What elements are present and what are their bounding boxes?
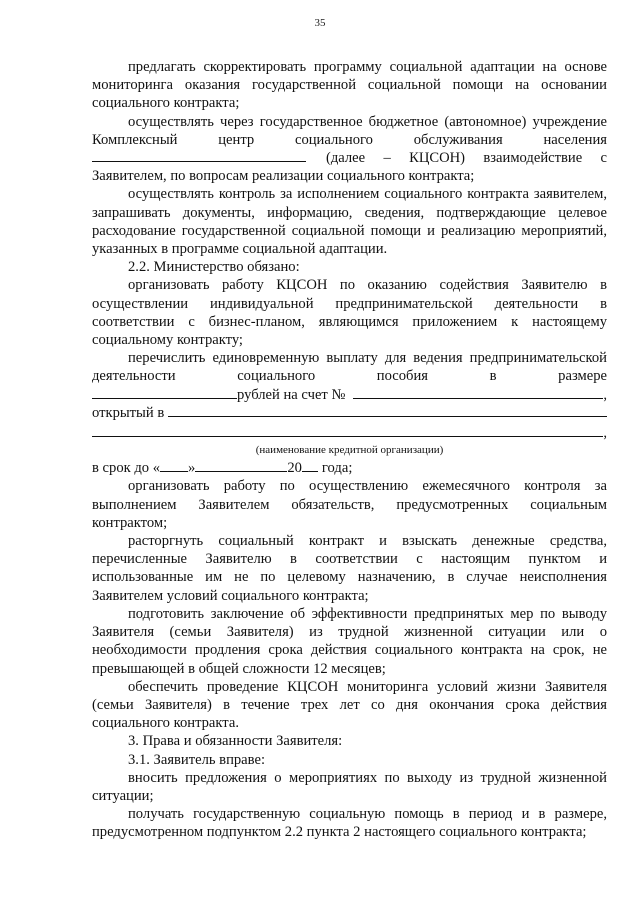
blank-field-year bbox=[302, 459, 318, 472]
bank-line-2: , bbox=[92, 424, 607, 442]
blank-field-amount bbox=[92, 386, 237, 399]
paragraph-monitoring: обеспечить проведение КЦСОН мониторинга условий жизни Заявителя (семьи Заявителя) в течение трех лет со дня окончания срока действия социального контракта. bbox=[92, 678, 607, 732]
blank-field-account bbox=[353, 386, 603, 399]
section-2-2-heading: 2.2. Министерство обязано: bbox=[128, 259, 300, 276]
deadline-prefix: в срок до « bbox=[92, 460, 161, 477]
paragraph-terminate: расторгнуть социальный контракт и взыскать денежные средства, перечисленные Заявителю в соответствии с настоящим пунктом и использованные им не по целевому назначению, в случае неисполнения Заявителем условий социального контракта; bbox=[92, 533, 607, 604]
blank-field-day bbox=[160, 459, 188, 472]
paragraph-control: осуществлять контроль за исполнением социального контракта заявителем, запрашивать документы, информацию, сведения, подтверждающие целевое расходование государственной социальной помощи и реализацию мероприятий, указанных в программе социальной адаптации. bbox=[92, 186, 607, 258]
payment-rubles-text: рублей на счет № bbox=[237, 386, 346, 403]
paragraph-payment: перечислить единовременную выплату для ведения предпринимательской деятельности социального пособия в размере bbox=[92, 350, 607, 385]
blank-field-organization bbox=[92, 149, 306, 162]
deadline-year: 20 bbox=[287, 460, 302, 477]
paragraph-organize-kcson: организовать работу КЦСОН по оказанию содействия Заявителю в осуществлении индивидуальной предпринимательской деятельности в соответствии с бизнес-планом, являющимся приложением к настоящему социальному контракту; bbox=[92, 277, 607, 349]
bank-name-caption: (наименование кредитной организации) bbox=[255, 444, 444, 457]
paragraph-monthly-control: организовать работу по осуществлению ежемесячного контроля за выполнением Заявителем обязательств, предусмотренных социальным контрактом; bbox=[92, 478, 607, 531]
interaction-continuation: (далее – КЦСОН) взаимодействие с bbox=[326, 150, 607, 167]
paragraph-proposals: вносить предложения о мероприятиях по выходу из трудной жизненной ситуации; bbox=[92, 769, 607, 804]
blank-field-month bbox=[195, 459, 287, 472]
payment-amount-line: рублей на счет № , bbox=[92, 386, 607, 404]
document-body bbox=[92, 58, 607, 842]
paragraph-interaction-kcson: осуществлять через государственное бюджетное (автономное) учреждение Комплексный центр социального обслуживания населения bbox=[92, 113, 607, 148]
deadline-line bbox=[92, 459, 607, 477]
deadline-quote: » bbox=[188, 460, 196, 477]
page-number: 35 bbox=[314, 17, 326, 29]
paragraph-receive-aid: получать государственную социальную помощь в период и в размере, предусмотренном подпунктом 2.2 пункта 2 настоящего социального контракта; bbox=[92, 806, 607, 841]
section-3-heading: 3. Права и обязанности Заявителя: bbox=[128, 733, 343, 750]
section-3-1-heading: 3.1. Заявитель вправе: bbox=[128, 751, 265, 768]
paragraph-conclusion: подготовить заключение об эффективности предпринятых мер по выводу Заявителя (семьи Заявителя) из трудной жизненной ситуации или о необходимости продления срока действия социального контракта на срок, не превышающей в общей сложности 12 месяцев; bbox=[92, 605, 607, 677]
bank-line bbox=[92, 404, 607, 422]
opened-in-text: открытый в bbox=[92, 404, 165, 421]
blank-field-bank bbox=[168, 404, 607, 417]
paragraph-adjust-program: предлагать скорректировать программу социальной адаптации на основе мониторинга оказания государственной социальной помощи на основании социального контракта; bbox=[92, 59, 607, 112]
interaction-end: Заявителем, по вопросам реализации социального контракта; bbox=[92, 168, 475, 185]
deadline-suffix: года; bbox=[321, 460, 353, 477]
interaction-line bbox=[92, 149, 607, 167]
blank-field-bank-continued bbox=[92, 424, 603, 437]
